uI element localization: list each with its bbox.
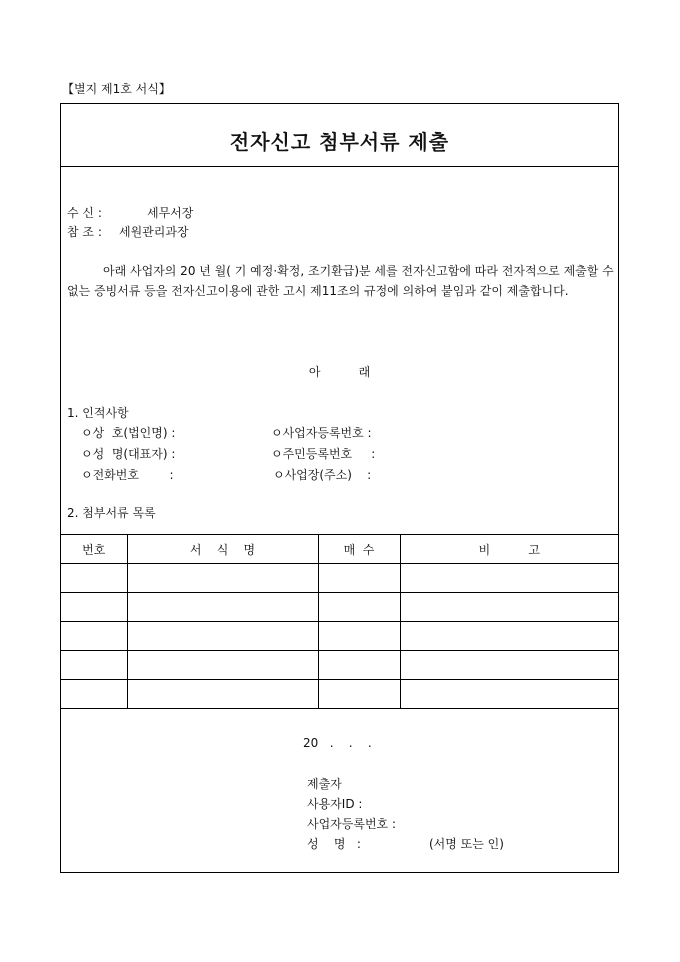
table-cell[interactable] bbox=[318, 680, 400, 709]
table-cell[interactable] bbox=[318, 651, 400, 680]
body-paragraph bbox=[67, 261, 615, 301]
title-band bbox=[61, 104, 618, 167]
date-line: 20 . . . bbox=[303, 736, 372, 750]
field-biz-no: ㅇ사업자등록번호 : bbox=[271, 426, 372, 440]
table-cell[interactable] bbox=[127, 680, 318, 709]
table-cell[interactable] bbox=[400, 622, 618, 651]
table-cell[interactable] bbox=[400, 651, 618, 680]
form-frame bbox=[60, 103, 619, 873]
signer-name-label: 성 명 : bbox=[307, 837, 361, 851]
table-cell[interactable] bbox=[61, 593, 127, 622]
table-cell[interactable] bbox=[127, 622, 318, 651]
body-paragraph-text: 아래 사업자의 20 년 월( 기 예정·확정, 조기환급)분 세를 전자신고함에 따라 전자적으로 제출할 수 없는 증빙서류 등을 전자신고이용에 관한 고시 제11조의 규정에 의하여 붙임과 같이 제출합니다. bbox=[67, 264, 614, 298]
section2-title: 2. 첨부서류 목록 bbox=[67, 506, 156, 520]
field-phone: ㅇ전화번호 : bbox=[81, 468, 174, 482]
reference-label: 참 조 : bbox=[67, 225, 102, 239]
table-cell[interactable] bbox=[61, 622, 127, 651]
table-cell[interactable] bbox=[61, 564, 127, 593]
signature-note: (서명 또는 인) bbox=[429, 837, 504, 851]
table-cell[interactable] bbox=[318, 622, 400, 651]
table-row bbox=[61, 564, 618, 593]
table-row bbox=[61, 622, 618, 651]
field-resident-no: ㅇ주민등록번호 : bbox=[271, 447, 376, 461]
col-header-number: 번호 bbox=[61, 535, 127, 564]
table-row bbox=[61, 651, 618, 680]
recipient-label: 수 신 : bbox=[67, 206, 102, 220]
col-header-count: 매 수 bbox=[318, 535, 400, 564]
field-company: ㅇ상 호(법인명) : bbox=[81, 426, 176, 440]
table-cell[interactable] bbox=[127, 593, 318, 622]
submitter-label: 제출자 bbox=[307, 777, 342, 791]
attachment-table bbox=[61, 534, 618, 709]
table-cell[interactable] bbox=[400, 593, 618, 622]
user-id-label: 사용자ID : bbox=[307, 797, 363, 811]
table-row bbox=[61, 593, 618, 622]
col-header-form-name: 서 식 명 bbox=[127, 535, 318, 564]
field-rep-name: ㅇ성 명(대표자) : bbox=[81, 447, 176, 461]
field-address: ㅇ사업장(주소) : bbox=[273, 468, 372, 482]
biz-no-label: 사업자등록번호 : bbox=[307, 817, 397, 831]
table-cell[interactable] bbox=[127, 651, 318, 680]
table-cell[interactable] bbox=[400, 564, 618, 593]
table-cell[interactable] bbox=[318, 564, 400, 593]
form-label: 【별지 제1호 서식】 bbox=[62, 82, 171, 96]
reference-value: 세원관리과장 bbox=[119, 225, 189, 239]
table-cell[interactable] bbox=[400, 680, 618, 709]
table-row bbox=[61, 680, 618, 709]
table-cell[interactable] bbox=[61, 680, 127, 709]
col-header-remarks: 비 고 bbox=[400, 535, 618, 564]
section1-title: 1. 인적사항 bbox=[67, 406, 129, 420]
table-cell[interactable] bbox=[127, 564, 318, 593]
table-cell[interactable] bbox=[61, 651, 127, 680]
page-title: 전자신고 첨부서류 제출 bbox=[229, 130, 450, 154]
below-heading: 아 래 bbox=[308, 365, 371, 379]
table-header-row bbox=[61, 535, 618, 564]
recipient-value: 세무서장 bbox=[147, 206, 194, 220]
table-cell[interactable] bbox=[318, 593, 400, 622]
